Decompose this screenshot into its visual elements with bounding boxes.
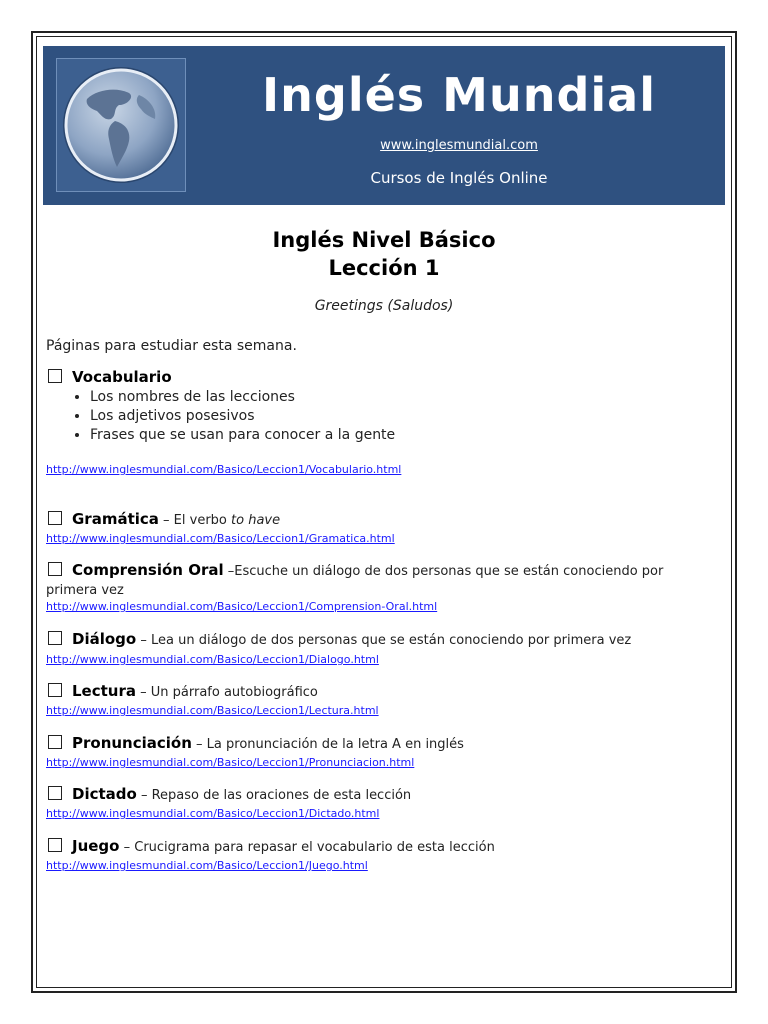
section-description: – Crucigrama para repasar el vocabulario de esta lección bbox=[119, 840, 495, 855]
checkbox[interactable] bbox=[48, 683, 62, 697]
globe-icon bbox=[57, 59, 185, 191]
lesson-number: Lección 1 bbox=[328, 256, 440, 280]
section-title: Lectura bbox=[72, 682, 136, 700]
globe-logo bbox=[56, 58, 186, 192]
dictado-link[interactable]: http://www.inglesmundial.com/Basico/Leccion1/Dictado.html bbox=[46, 807, 380, 820]
section-vocabulario bbox=[46, 368, 716, 387]
site-url-link[interactable]: www.inglesmundial.com bbox=[380, 138, 538, 153]
gramatica-link[interactable]: http://www.inglesmundial.com/Basico/Leccion1/Gramatica.html bbox=[46, 532, 395, 545]
section-description-em: to have bbox=[231, 513, 281, 528]
section-description: – Lea un diálogo de dos personas que se están conociendo por primera vez bbox=[136, 633, 632, 648]
section-description: – La pronunciación de la letra A en inglés bbox=[191, 737, 464, 752]
checkbox[interactable] bbox=[48, 786, 62, 800]
section-pronunciacion bbox=[46, 734, 716, 754]
section-title: Pronunciación bbox=[72, 734, 192, 752]
checkbox[interactable] bbox=[48, 838, 62, 852]
section-title: Gramática bbox=[72, 510, 159, 528]
dialogo-link[interactable]: http://www.inglesmundial.com/Basico/Leccion1/Dialogo.html bbox=[46, 653, 379, 666]
section-description: –Escuche un diálogo de dos personas que se están conociendo por primera vez bbox=[46, 564, 664, 598]
section-title: Comprensión Oral bbox=[72, 561, 224, 579]
lesson-subtitle: Greetings (Saludos) bbox=[314, 298, 454, 314]
checkbox[interactable] bbox=[48, 735, 62, 749]
comprension-oral-link[interactable]: http://www.inglesmundial.com/Basico/Leccion1/Comprension-Oral.html bbox=[46, 600, 438, 613]
section-description: – Un párrafo autobiográfico bbox=[136, 685, 318, 700]
vocab-bullet-list bbox=[46, 388, 395, 445]
section-title: Vocabulario bbox=[72, 368, 172, 386]
vocab-link[interactable]: http://www.inglesmundial.com/Basico/Leccion1/Vocabulario.html bbox=[46, 463, 402, 476]
pronunciacion-link[interactable]: http://www.inglesmundial.com/Basico/Leccion1/Pronunciacion.html bbox=[46, 756, 415, 769]
section-title: Diálogo bbox=[72, 630, 137, 648]
juego-link[interactable]: http://www.inglesmundial.com/Basico/Leccion1/Juego.html bbox=[46, 859, 368, 872]
checkbox[interactable] bbox=[48, 562, 62, 576]
list-item: • Los adjetivos posesivos bbox=[90, 407, 395, 426]
intro-text: Páginas para estudiar esta semana. bbox=[46, 338, 297, 354]
checkbox[interactable] bbox=[48, 369, 62, 383]
header-banner bbox=[43, 46, 725, 205]
section-dictado bbox=[46, 785, 716, 805]
page-title: Inglés Nivel Básico bbox=[272, 228, 496, 252]
section-title: Juego bbox=[72, 837, 120, 855]
section-title: Dictado bbox=[72, 785, 137, 803]
checkbox[interactable] bbox=[48, 511, 62, 525]
section-description: – Repaso de las oraciones de esta lección bbox=[136, 788, 412, 803]
section-gramatica bbox=[46, 510, 716, 530]
list-item: • Los nombres de las lecciones bbox=[90, 388, 395, 407]
section-juego bbox=[46, 837, 716, 857]
site-title: Inglés Mundial bbox=[262, 68, 656, 122]
section-dialogo bbox=[46, 630, 716, 650]
site-subtitle: Cursos de Inglés Online bbox=[370, 169, 548, 187]
checkbox[interactable] bbox=[48, 631, 62, 645]
list-item: • Frases que se usan para conocer a la gente bbox=[90, 426, 395, 445]
section-lectura bbox=[46, 682, 716, 702]
lectura-link[interactable]: http://www.inglesmundial.com/Basico/Leccion1/Lectura.html bbox=[46, 704, 379, 717]
section-description: – El verbo bbox=[158, 513, 232, 528]
section-comprension-oral bbox=[46, 561, 716, 600]
